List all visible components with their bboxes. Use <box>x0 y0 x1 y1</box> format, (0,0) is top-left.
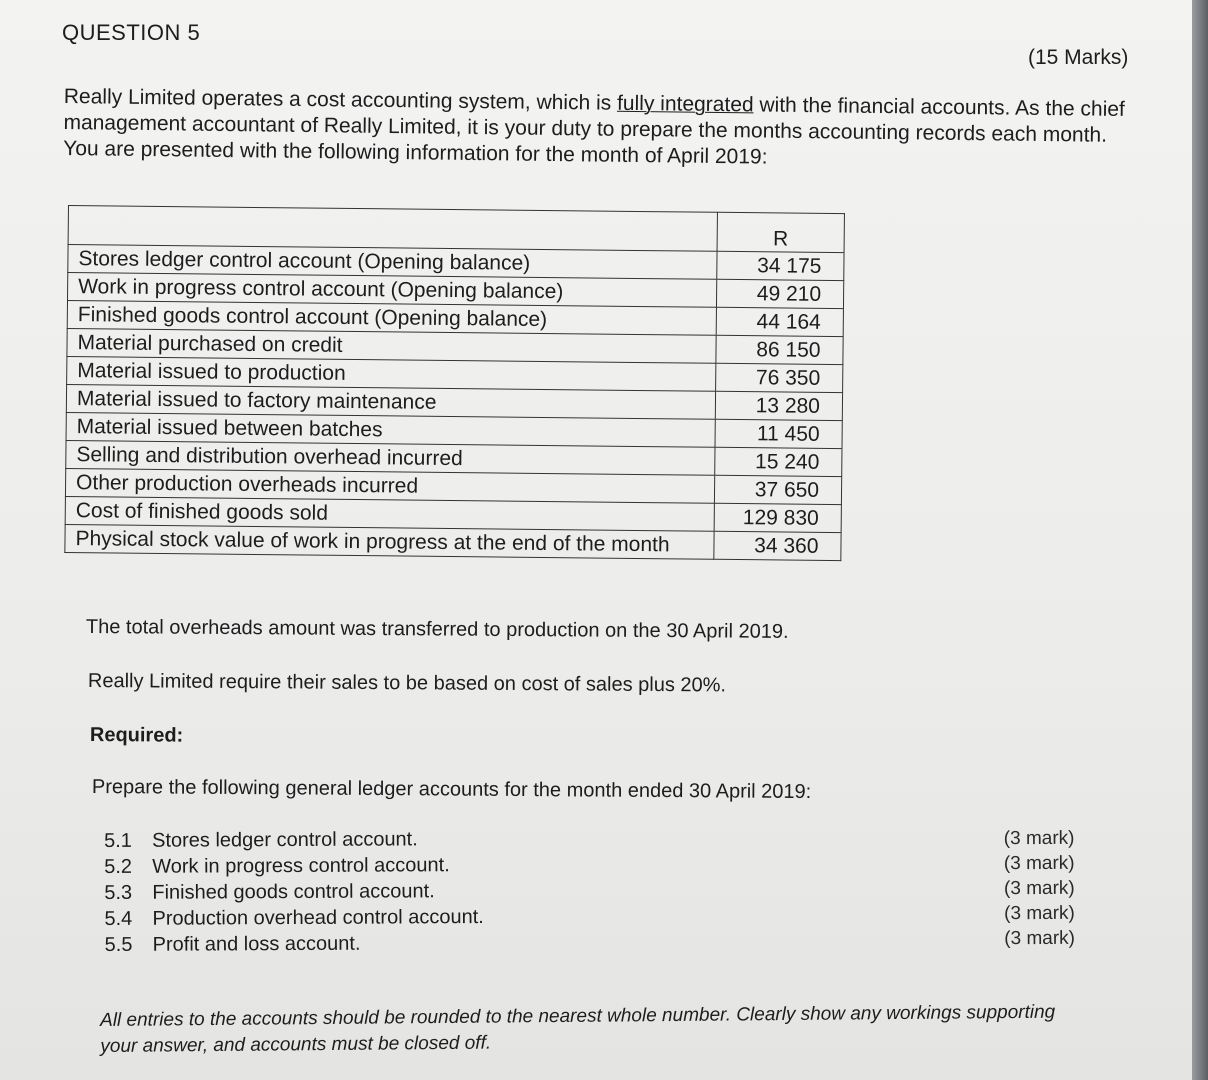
monitor-bezel <box>1192 0 1208 1080</box>
question-marks: (15 Marks) <box>1028 46 1129 69</box>
item-text: Production overhead control account. <box>152 906 484 930</box>
item-number: 5.4 <box>104 907 133 930</box>
item-text: Finished goods control account. <box>152 880 435 904</box>
row-amount: 37 650 <box>714 475 841 504</box>
row-amount: 129 830 <box>714 503 841 532</box>
item-marks: (3 mark) <box>1003 877 1075 900</box>
account-balances-table <box>64 205 845 561</box>
row-amount: 76 350 <box>716 363 843 392</box>
list-item <box>104 852 483 880</box>
currency-header: R <box>717 212 844 252</box>
row-label: Selling and distribution overhead incurred <box>66 440 715 475</box>
table-header-blank <box>68 206 717 252</box>
intro-text-end: with the financial accounts. As the chief management accountant of Really Limited, it is your duty to prepare the months accounting records each month. You are presented with the following information for the month of April 2019: <box>63 93 1125 169</box>
sales-note: Really Limited require their sales to be based on cost of sales plus 20%. <box>87 670 727 697</box>
intro-paragraph <box>63 84 1144 175</box>
overheads-note: The total overheads amount was transferred to production on the 30 April 2019. <box>85 616 789 643</box>
row-label: Material issued between batches <box>66 412 715 447</box>
item-number: 5.3 <box>104 881 133 904</box>
row-label: Finished goods control account (Opening balance) <box>67 301 716 336</box>
row-amount: 34 360 <box>714 531 841 560</box>
item-text: Stores ledger control account. <box>152 828 418 852</box>
required-heading: Required: <box>89 724 184 747</box>
item-marks: (3 mark) <box>1003 827 1075 850</box>
row-amount: 11 450 <box>715 419 842 448</box>
required-items-list <box>104 826 484 958</box>
row-label: Physical stock value of work in progress at the end of the month <box>65 524 714 559</box>
row-amount: 13 280 <box>715 391 842 420</box>
list-item <box>105 930 484 958</box>
rounding-instruction: All entries to the accounts should be rounded to the nearest whole number. Clearly show any workings supporting your answer, and accounts must be closed off. <box>100 1001 1056 1057</box>
row-label: Work in progress control account (Opening balance) <box>67 273 716 308</box>
item-marks-column <box>1004 826 1075 951</box>
question-title: QUESTION 5 <box>62 20 201 45</box>
row-label: Stores ledger control account (Opening balance) <box>68 245 717 280</box>
row-amount: 15 240 <box>715 447 842 476</box>
item-number: 5.5 <box>104 933 133 956</box>
list-item <box>104 826 483 854</box>
list-item <box>104 878 483 906</box>
item-number: 5.2 <box>104 855 133 878</box>
intro-underlined-term: fully integrated <box>616 91 754 117</box>
row-label: Cost of finished goods sold <box>65 496 714 531</box>
item-number: 5.1 <box>104 829 132 852</box>
item-marks: (3 mark) <box>1004 927 1076 950</box>
intro-text-start: Really Limited operates a cost accounting system, which is <box>63 84 618 115</box>
prepare-instruction: Prepare the following general ledger accounts for the month ended 30 April 2019: <box>91 776 812 804</box>
row-amount: 49 210 <box>716 279 843 308</box>
item-marks: (3 mark) <box>1003 852 1075 875</box>
list-item <box>104 904 483 932</box>
row-label: Material issued to factory maintenance <box>66 384 715 419</box>
row-label: Other production overheads incurred <box>65 468 714 503</box>
item-marks: (3 mark) <box>1004 902 1075 925</box>
row-amount: 86 150 <box>716 335 843 364</box>
row-amount: 44 164 <box>716 307 843 336</box>
item-text: Profit and loss account. <box>152 932 361 956</box>
row-label: Material purchased on credit <box>67 328 716 363</box>
row-amount: 34 175 <box>717 251 844 280</box>
item-text: Work in progress control account. <box>152 854 450 878</box>
row-label: Material issued to production <box>67 356 716 391</box>
